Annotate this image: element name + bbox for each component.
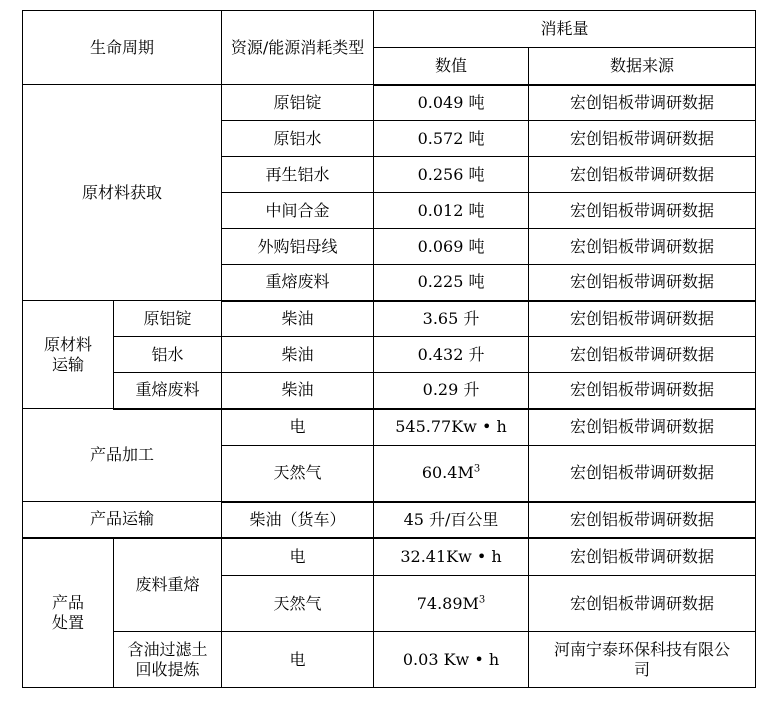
source-cell: 宏创铝板带调研数据	[529, 446, 756, 502]
source-cell: 宏创铝板带调研数据	[529, 373, 756, 409]
resource-type-cell: 天然气	[222, 446, 374, 502]
lca-inventory-table	[22, 10, 756, 688]
header-lifecycle: 生命周期	[23, 11, 222, 85]
value-cell: 545.77Kw • h	[374, 409, 529, 446]
resource-type-cell: 外购铝母线	[222, 229, 374, 265]
sub-stage-cell: 重熔废料	[114, 373, 222, 409]
source-cell: 宏创铝板带调研数据	[529, 409, 756, 446]
source-cell: 宏创铝板带调研数据	[529, 193, 756, 229]
value-cell: 0.069 吨	[374, 229, 529, 265]
value-cell: 0.432 升	[374, 337, 529, 373]
resource-type-cell: 再生铝水	[222, 157, 374, 193]
section-raw-material: 原材料获取	[23, 85, 222, 301]
table-row	[23, 337, 756, 373]
sub-stage-scrap-remelt: 废料重熔	[114, 538, 222, 632]
resource-type-cell: 柴油（货车）	[222, 502, 374, 538]
resource-type-cell: 柴油	[222, 337, 374, 373]
sub-stage-cell: 铝水	[114, 337, 222, 373]
value-cell: 0.256 吨	[374, 157, 529, 193]
resource-type-cell: 天然气	[222, 576, 374, 632]
source-cell: 宏创铝板带调研数据	[529, 85, 756, 121]
table-row	[23, 409, 756, 446]
source-cell: 宏创铝板带调研数据	[529, 301, 756, 337]
value-cell: 3.65 升	[374, 301, 529, 337]
resource-type-cell: 电	[222, 632, 374, 688]
value-cell	[374, 576, 529, 632]
table-row	[23, 502, 756, 538]
resource-type-cell: 重熔废料	[222, 265, 374, 301]
value-cell	[374, 446, 529, 502]
source-cell: 宏创铝板带调研数据	[529, 229, 756, 265]
sub-stage-oil-filter: 含油过滤土回收提炼	[114, 632, 222, 688]
source-cell: 宏创铝板带调研数据	[529, 157, 756, 193]
value-cell: 45 升/百公里	[374, 502, 529, 538]
unit-exponent: 3	[473, 463, 481, 475]
value-text: 74.89M	[416, 593, 479, 613]
source-cell: 宏创铝板带调研数据	[529, 337, 756, 373]
resource-type-cell: 柴油	[222, 301, 374, 337]
section-disposal: 产品处置	[23, 538, 114, 688]
value-cell: 0.03 Kw • h	[374, 632, 529, 688]
value-cell: 0.225 吨	[374, 265, 529, 301]
source-cell: 宏创铝板带调研数据	[529, 265, 756, 301]
source-cell: 宏创铝板带调研数据	[529, 576, 756, 632]
header-resource-type: 资源/能源消耗类型	[222, 11, 374, 85]
value-text: 60.4M	[421, 463, 474, 483]
resource-type-cell: 中间合金	[222, 193, 374, 229]
resource-type-cell: 电	[222, 409, 374, 446]
header-consumption: 消耗量	[374, 11, 756, 48]
table-row	[23, 301, 756, 337]
resource-type-cell: 原铝锭	[222, 85, 374, 121]
resource-type-cell: 原铝水	[222, 121, 374, 157]
sub-stage-cell: 原铝锭	[114, 301, 222, 337]
source-cell: 宏创铝板带调研数据	[529, 538, 756, 576]
table-row	[23, 632, 756, 688]
section-raw-transport: 原材料运输	[23, 301, 114, 409]
unit-exponent: 3	[478, 594, 486, 606]
value-cell: 0.29 升	[374, 373, 529, 409]
resource-type-cell: 柴油	[222, 373, 374, 409]
value-cell: 0.012 吨	[374, 193, 529, 229]
value-cell: 32.41Kw • h	[374, 538, 529, 576]
header-value: 数值	[374, 48, 529, 85]
source-cell: 宏创铝板带调研数据	[529, 502, 756, 538]
header-source: 数据来源	[529, 48, 756, 85]
table-row	[23, 85, 756, 121]
source-cell: 宏创铝板带调研数据	[529, 121, 756, 157]
section-product-transport: 产品运输	[23, 502, 222, 538]
table-row	[23, 373, 756, 409]
section-processing: 产品加工	[23, 409, 222, 502]
table-row	[23, 538, 756, 576]
resource-type-cell: 电	[222, 538, 374, 576]
value-cell: 0.572 吨	[374, 121, 529, 157]
source-cell: 河南宁泰环保科技有限公司	[529, 632, 756, 688]
value-cell: 0.049 吨	[374, 85, 529, 121]
